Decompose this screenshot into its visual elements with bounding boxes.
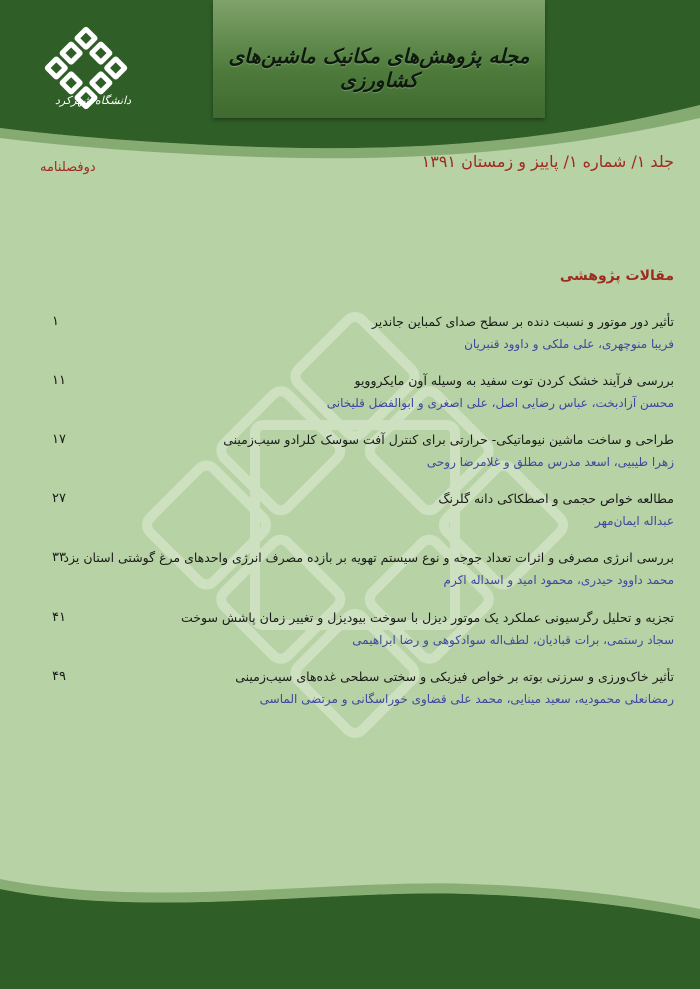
toc-item[interactable]	[40, 314, 674, 364]
toc-item[interactable]	[40, 491, 674, 541]
title-banner	[213, 0, 545, 118]
article-authors: سجاد رستمی، برات قبادیان، لطف‌اله سوادکوهی و رضا ابراهیمی	[352, 633, 674, 647]
article-title[interactable]: تجزیه و تحلیل رگرسیونی عملکرد یک موتور دیزل با سوخت بیودیزل و تغییر زمان پاشش سوخت	[181, 610, 674, 625]
article-title[interactable]: بررسی فرآیند خشک کردن توت سفید به وسیله آون مایکروویو	[354, 373, 674, 388]
issue-info: جلد ۱/ شماره ۱/ پاییز و زمستان ۱۳۹۱	[421, 152, 674, 171]
toc-item[interactable]	[40, 610, 674, 660]
toc-item[interactable]	[40, 432, 674, 482]
toc-item[interactable]	[40, 669, 674, 719]
article-title[interactable]: تأثیر خاک‌ورزی و سرزنی بوته بر خواص فیزیکی و سختی سطحی غده‌های سیب‌زمینی	[235, 669, 674, 684]
section-title: مقالات پژوهشی	[559, 268, 674, 284]
article-authors: محسن آزادبخت، عباس رضایی اصل، علی اصغری و ابوالفضل قلیخانی	[326, 396, 674, 410]
article-authors: عبداله ایمان‌مهر	[595, 514, 674, 528]
toc-item[interactable]	[40, 550, 674, 600]
university-name: دانشگاه شهرکرد	[54, 94, 132, 107]
article-title[interactable]: تأثیر دور موتور و نسبت دنده بر سطح صدای کمباین جاندیر	[371, 314, 674, 329]
article-authors: رمضانعلی محمودیه، سعید مینایی، محمد علی قضاوی خوراسگانی و مرتضی الماسی	[259, 692, 674, 706]
article-page: ۲۷	[52, 491, 66, 506]
article-authors: زهرا طیبیی، اسعد مدرس مطلق و غلامرضا روحی	[426, 455, 674, 469]
journal-title: مجله پژوهش‌های مکانیک ماشین‌های کشاورزی	[228, 44, 530, 92]
article-title[interactable]: طراحی و ساخت ماشین نیوماتیکی- حرارتی برای کنترل آفت سوسک کلرادو سیب‌زمینی	[223, 432, 674, 447]
article-authors: فریبا منوچهری، علی ملکی و داوود قنبریان	[464, 337, 674, 351]
article-authors: محمد داوود حیدری، محمود امید و اسداله اکرم	[443, 573, 674, 587]
article-page: ۱۱	[52, 373, 66, 388]
article-page: ۴۹	[52, 669, 66, 684]
footer-band	[0, 849, 700, 989]
article-page: ۴۱	[52, 610, 66, 625]
article-title[interactable]: بررسی انرژی مصرفی و اثرات تعداد جوجه و نوع سیستم تهویه بر بازده مصرف انرژی واحدهای مرغ گوشتی استان یزد	[63, 550, 674, 565]
article-page: ۱	[52, 314, 59, 329]
publication-frequency: دوفصلنامه	[40, 160, 96, 175]
article-page: ۳۳	[52, 550, 66, 565]
article-page: ۱۷	[52, 432, 66, 447]
toc-item[interactable]	[40, 373, 674, 423]
article-title[interactable]: مطالعه خواص حجمی و اصطکاکی دانه گلرنگ	[438, 491, 674, 506]
